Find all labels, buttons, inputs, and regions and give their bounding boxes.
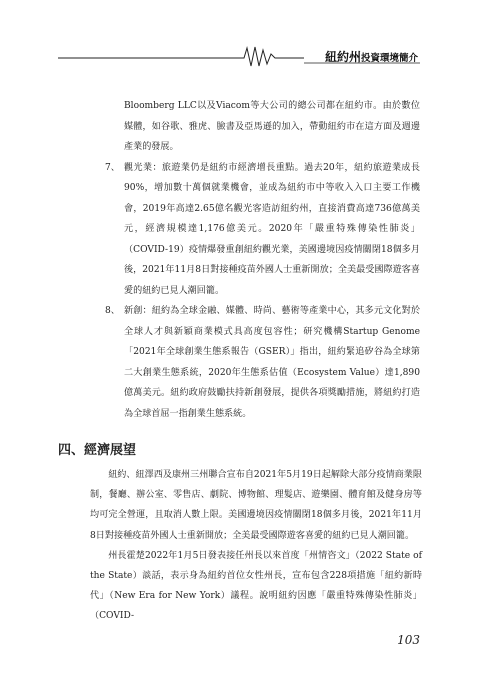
list-item-number: 7、 xyxy=(105,162,120,173)
page-number: 103 xyxy=(397,633,420,647)
list-item-number: 8、 xyxy=(105,306,120,316)
list-item-startups xyxy=(90,301,420,424)
section-paragraph: 州長霍楚2022年1月5日發表接任州長以來首度「州情咨文」（2022 State of the State）談話，表示身為紐約首位女性州長，宣布包含228項措施「紐約新時代」（New Era for New York）議程。說明紐約因應「嚴重特殊傳染性肺炎」（COVID- xyxy=(90,550,422,622)
list-item-text: 新創：紐約為全球金融、媒體、時尚、藝術等產業中心，其多元文化對於全球人才與新穎商業模式具高度包容性；研究機構Startup Genome「2021年全球創業生態系報告（GSER）」指出，紐約緊追矽谷為全球第二大創業生態系統，2020年生態系估值（Ecosystem Value）達1,890億萬美元。紐約政府鼓勵扶持新創發展，提供各項獎勵措施，將紐約打造為全球首屈一指創業生態系統。 xyxy=(124,306,420,419)
running-header xyxy=(58,44,420,68)
main-content xyxy=(90,96,420,424)
section-paragraph: 紐約、紐澤西及康州三州聯合宣布自2021年5月19日起解除大部分疫情商業限制，餐廳、辦公室、零售店、劇院、博物館、理髮店、遊樂園、體育館及健身房等均可完全營運，且取消人數上限。美國邊境因疫情關閉18個多月後，2021年11月8日對接種疫苗外國人士重新開放；全美最受國際遊客喜愛的紐約已見人潮回籠。 xyxy=(90,470,422,541)
section-body xyxy=(90,465,422,627)
list-item-text: 觀光業：旅遊業仍是紐約市經濟增長重點。過去20年，紐約旅遊業成長90%，增加數十萬個就業機會，並成為紐約市中等收入入口主要工作機會，2019年高達2.65億名觀光客造訪紐約州，直接消費高達736億萬美元，經濟規模達1,176億美元。2020年「嚴重特殊傳染性肺炎」（COVID-19）疫情爆發重創紐約觀光業，美國邊境因疫情關閉18個多月後，2021年11月8日對接種疫苗外國人士重新開放；全美最受國際遊客喜愛的紐約已見人潮回籠。 xyxy=(124,162,420,296)
section-title: 四、經濟展望 xyxy=(58,443,137,458)
list-item-tourism xyxy=(90,158,420,302)
header-title-sub: 投資環境簡介 xyxy=(360,53,418,64)
continuation-paragraph: Bloomberg LLC以及Viacom等大公司的總公司都在紐約市。由於數位媒體，如谷歌、雅虎、臉書及亞馬遜的加入，帶動紐約市在這方面及週邊產業的發展。 xyxy=(124,101,420,152)
header-title xyxy=(325,48,418,65)
header-title-main: 紐約州 xyxy=(324,50,361,64)
